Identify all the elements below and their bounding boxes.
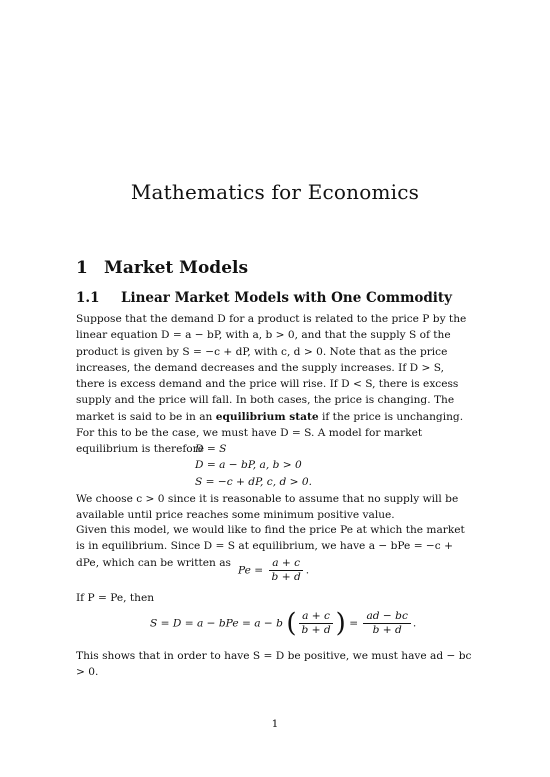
equilibrium-state-term: equilibrium state xyxy=(215,410,319,423)
system-line-3: S = −c + dP, c, d > 0. xyxy=(195,475,312,488)
pe-lhs: Pe = xyxy=(238,564,264,577)
s-rhs-fraction xyxy=(363,610,410,637)
s-rhs-numerator: ad − bc xyxy=(363,610,410,624)
pe-end: . xyxy=(305,564,310,577)
s-inner-denominator: b + d xyxy=(301,624,331,636)
right-paren: ) xyxy=(335,608,346,639)
paragraph3-text: Given this model, we would like to find the price Pe at which the market is in equilibrium. Since D = S at equilibrium, we have a − bPe = −c + dPe, which can be written as xyxy=(76,524,465,569)
paragraph-market-model xyxy=(76,311,476,458)
s-end: . xyxy=(412,617,417,630)
left-paren: ( xyxy=(286,608,297,639)
document-title: Mathematics for Economics xyxy=(130,180,420,204)
paragraph-if-p: If P = Pe, then xyxy=(76,592,155,604)
subsection-number: 1.1 xyxy=(76,290,100,306)
pe-fraction xyxy=(269,557,304,584)
s-equation xyxy=(150,610,416,637)
system-line-1: D = S xyxy=(195,443,227,455)
s-rhs-denominator: b + d xyxy=(372,624,402,636)
pe-numerator: a + c xyxy=(269,557,303,571)
pe-equation xyxy=(238,557,309,584)
section-heading xyxy=(76,258,248,278)
paragraph-conclusion: This shows that in order to have S = D be positive, we must have ad − bc > 0. xyxy=(76,650,472,679)
section-title: Market Models xyxy=(104,258,249,278)
subsection-heading xyxy=(76,290,452,306)
page-number: 1 xyxy=(271,718,279,730)
pe-denominator: b + d xyxy=(271,571,301,583)
paragraph-assumption: We choose c > 0 since it is reasonable to assume that no supply will be available until price reaches some minimum positive value. xyxy=(76,493,459,522)
subsection-title: Linear Market Models with One Commodity xyxy=(121,290,453,306)
section-number: 1 xyxy=(76,258,88,278)
s-inner-numerator: a + c xyxy=(299,610,333,624)
equilibrium-system xyxy=(195,441,312,490)
system-line-2: D = a − bP, a, b > 0 xyxy=(195,459,302,472)
s-equals: = xyxy=(349,617,359,630)
s-inner-fraction xyxy=(298,610,333,637)
paragraph1-text-b: if the price is unchanging. For this to be the case, we must have D = S. A model for market equilibrium is therefore xyxy=(76,410,464,456)
paragraph1-text-a: Suppose that the demand D for a product is related to the price P by the linear equation D = a − bP, with a, b > 0, and that the supply S of the product is given by S = −c + dP, with c, d > 0. Note that as the price increases, the demand decreases and the supply increases. If D > S, there is excess demand and the price will rise. If D < S, there is excess supply and the price will fall. In both cases, the price is changing. The market is said to be in an xyxy=(76,313,467,423)
s-lhs: S = D = a − bPe = a − b xyxy=(150,617,283,630)
